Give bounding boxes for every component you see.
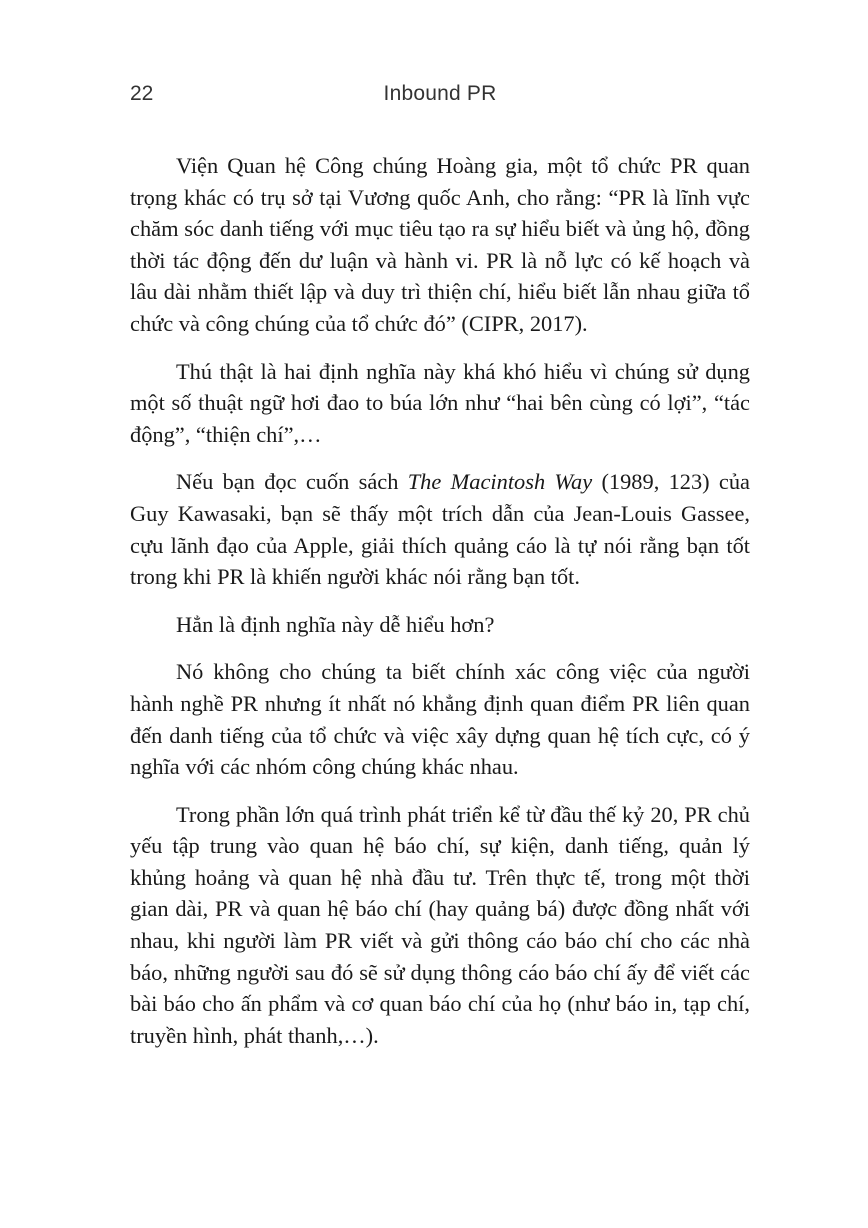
- book-title: The Macintosh Way: [407, 469, 593, 495]
- paragraph-definitions-hard: Thú thật là hai định nghĩa này khá khó hiểu vì chúng sử dụng một số thuật ngữ hơi đao to búa lớn như “hai bên cùng có lợi”, “tác động”, “thiện chí”,…: [130, 358, 750, 447]
- paragraph-easier-definition: Hẳn là định nghĩa này dễ hiểu hơn?: [176, 611, 495, 637]
- page-number: 22: [130, 82, 154, 105]
- body-text: [130, 150, 750, 1051]
- running-title: Inbound PR: [383, 82, 497, 105]
- page-header: [130, 82, 750, 112]
- paragraph-reputation: Nó không cho chúng ta biết chính xác công việc của người hành nghề PR nhưng ít nhất nó khẳng định quan điểm PR liên quan đến danh tiếng của tổ chức và việc xây dựng quan hệ tích cực, có ý nghĩa với các nhóm công chúng khác nhau.: [130, 659, 750, 780]
- paragraph-macintosh-way: [130, 466, 750, 592]
- paragraph-cipr-definition: Viện Quan hệ Công chúng Hoàng gia, một tổ chức PR quan trọng khác có trụ sở tại Vương quốc Anh, cho rằng: “PR là lĩnh vực chăm sóc danh tiếng với mục tiêu tạo ra sự hiểu biết và ủng hộ, đồng thời tác động đến dư luận và hành vi. PR là nỗ lực có kế hoạch và lâu dài nhằm thiết lập và duy trì thiện chí, hiểu biết lẫn nhau giữa tổ chức và công chúng của tổ chức đó” (CIPR, 2017).: [130, 153, 750, 336]
- paragraph-text: (1989, 123) của Guy Kawasaki, bạn sẽ thấy một trích dẫn của Jean-Louis Gassee, cựu lãnh đạo của Apple, giải thích quảng cáo là tự nói rằng bạn tốt trong khi PR là khiến người khác nói rằng bạn tốt.: [130, 469, 750, 590]
- paragraph-text: Nếu bạn đọc cuốn sách: [176, 469, 408, 495]
- paragraph-pr-history: Trong phần lớn quá trình phát triển kể từ đầu thế kỷ 20, PR chủ yếu tập trung vào quan hệ báo chí, sự kiện, danh tiếng, quản lý khủng hoảng và quan hệ nhà đầu tư. Trên thực tế, trong một thời gian dài, PR và quan hệ báo chí (hay quảng bá) được đồng nhất với nhau, khi người làm PR viết và gửi thông cáo báo chí cho các nhà báo, những người sau đó sẽ sử dụng thông cáo báo chí ấy để viết các bài báo cho ấn phẩm và cơ quan báo chí của họ (như báo in, tạp chí, truyền hình, phát thanh,…).: [130, 801, 750, 1048]
